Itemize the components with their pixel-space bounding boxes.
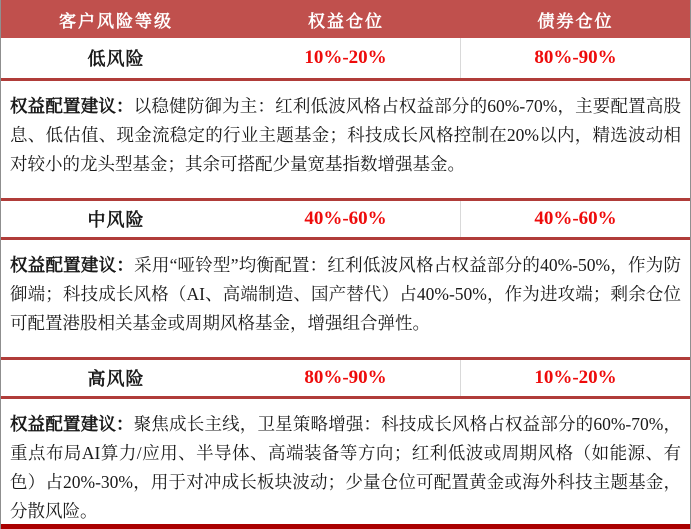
- equity-position-value: 40%-60%: [231, 201, 461, 237]
- bond-position-value: 40%-60%: [534, 208, 617, 229]
- risk-level-label: 高风险: [87, 369, 145, 389]
- table-row-medium-risk: [1, 198, 690, 240]
- table-row-high-risk: [1, 357, 690, 399]
- table-header-row: [1, 0, 690, 38]
- table-row-low-risk: [1, 38, 690, 81]
- advice-paragraph-low-risk: [1, 81, 690, 198]
- advice-text: 采用“哑铃型”均衡配置：红利低波风格占权益部分的40%-50%，作为防御端；科技成长风格（AI、高端制造、国产替代）占40%-50%，作为进攻端；剩余仓位可配置港股相关基金或周期风格基金，增强组合弹性。: [10, 255, 682, 333]
- advice-text: 以稳健防御为主：红利低波风格占权益部分的60%-70%，主要配置高股息、低估值、现金流稳定的行业主题基金；科技成长风格控制在20%以内，精选波动相对较小的龙头型基金；其余可搭配少量宽基指数增强基金。: [10, 96, 682, 174]
- risk-level-label: 中风险: [87, 210, 145, 230]
- bond-position-value: 80%-90%: [534, 47, 617, 68]
- bottom-border: [1, 524, 690, 529]
- advice-label: 权益配置建议：: [10, 96, 134, 116]
- advice-paragraph-high-risk: [1, 399, 690, 524]
- bond-position-value: 10%-20%: [534, 367, 617, 388]
- advice-text: 聚焦成长主线，卫星策略增强：科技成长风格占权益部分的60%-70%，重点布局AI算力/应用、半导体、高端装备等方向；红利低波或周期风格（如能源、有色）占20%-30%，用于对冲成长板块波动；少量仓位可配置黄金或海外科技主题基金，分散风险。: [10, 414, 682, 521]
- column-header-bond-position: 债券仓位: [537, 11, 614, 31]
- advice-label: 权益配置建议：: [10, 255, 135, 275]
- advice-paragraph-medium-risk: [1, 240, 690, 357]
- equity-position-value: 80%-90%: [231, 360, 461, 396]
- column-header-equity-position: 权益仓位: [308, 11, 384, 31]
- advice-label: 权益配置建议：: [10, 414, 134, 434]
- risk-level-label: 低风险: [87, 49, 145, 69]
- equity-position-value: 10%-20%: [231, 38, 461, 78]
- column-header-risk-level: 客户风险等级: [59, 11, 173, 31]
